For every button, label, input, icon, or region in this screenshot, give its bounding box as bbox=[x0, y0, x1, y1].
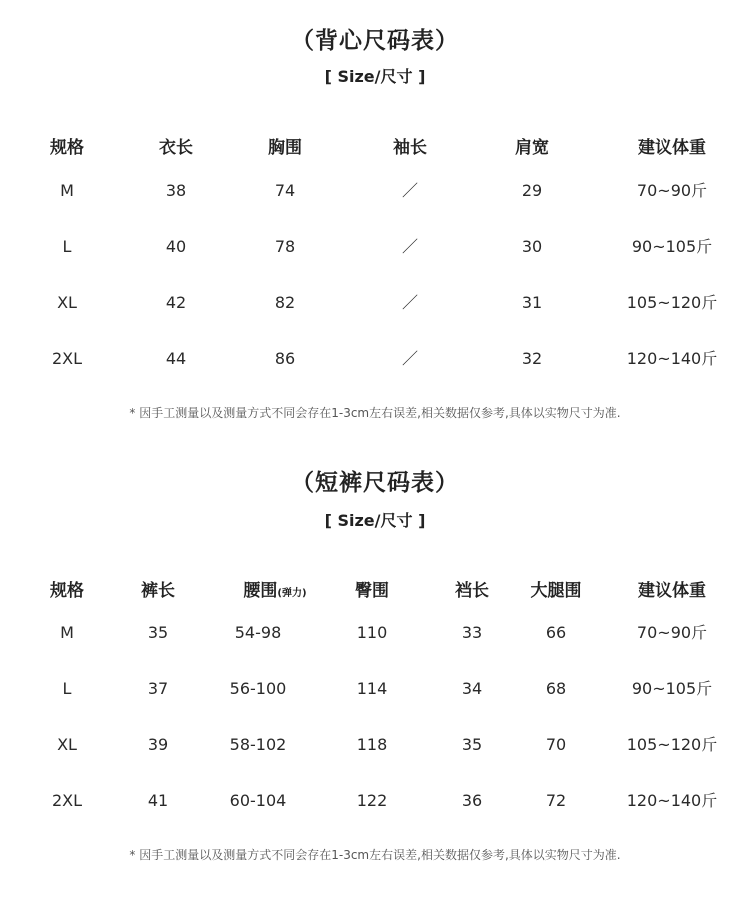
vest-subtitle: [ Size/尺寸 ] bbox=[324, 67, 426, 86]
shorts-cell-thigh: 68 bbox=[545, 679, 567, 698]
shorts-header-hip: 臀围 bbox=[355, 581, 389, 601]
shorts-cell-length: 35 bbox=[147, 623, 169, 642]
vest-cell-chest: 86 bbox=[274, 349, 296, 368]
shorts-header-row bbox=[0, 575, 750, 607]
shorts-header-length: 裤长 bbox=[141, 581, 175, 601]
vest-cell-chest: 82 bbox=[274, 293, 296, 312]
vest-cell-shoulder: 32 bbox=[521, 349, 543, 368]
shorts-cell-length: 39 bbox=[147, 735, 169, 754]
vest-title: （背心尺码表） bbox=[291, 28, 459, 54]
shorts-measurement-note: * 因手工测量以及测量方式不同会存在1-3cm左右误差,相关数据仅参考,具体以实物尺寸为准. bbox=[129, 848, 621, 862]
vest-cell-weight: 120~140斤 bbox=[626, 349, 718, 368]
shorts-cell-waist: 54-98 bbox=[234, 623, 282, 642]
vest-cell-shoulder: 31 bbox=[521, 293, 543, 312]
shorts-header-waist bbox=[243, 575, 306, 610]
shorts-cell-hip: 118 bbox=[356, 735, 388, 754]
vest-cell-length: 42 bbox=[165, 293, 187, 312]
shorts-cell-size: M bbox=[60, 623, 74, 642]
vest-header-length: 衣长 bbox=[159, 138, 193, 158]
vest-header-weight: 建议体重 bbox=[638, 138, 706, 158]
shorts-table-row bbox=[0, 785, 750, 817]
shorts-cell-length: 41 bbox=[147, 791, 169, 810]
vest-cell-weight: 90~105斤 bbox=[631, 237, 713, 256]
shorts-header-size: 规格 bbox=[50, 581, 84, 601]
shorts-cell-rise: 36 bbox=[461, 791, 483, 810]
vest-cell-size: 2XL bbox=[51, 349, 83, 368]
shorts-cell-hip: 122 bbox=[356, 791, 388, 810]
vest-cell-sleeve: ／ bbox=[401, 293, 419, 312]
shorts-title: （短裤尺码表） bbox=[291, 470, 459, 496]
vest-cell-chest: 74 bbox=[274, 181, 296, 200]
shorts-cell-waist: 60-104 bbox=[229, 791, 287, 810]
vest-cell-weight: 105~120斤 bbox=[626, 293, 718, 312]
shorts-header-waist-label: 腰围 bbox=[243, 581, 278, 601]
shorts-cell-hip: 114 bbox=[356, 679, 388, 698]
shorts-cell-length: 37 bbox=[147, 679, 169, 698]
vest-cell-size: M bbox=[60, 181, 74, 200]
vest-table-row bbox=[0, 175, 750, 207]
shorts-cell-rise: 35 bbox=[461, 735, 483, 754]
vest-cell-sleeve: ／ bbox=[401, 237, 419, 256]
shorts-cell-waist: 58-102 bbox=[229, 735, 287, 754]
vest-cell-size: XL bbox=[57, 293, 77, 312]
vest-cell-length: 44 bbox=[165, 349, 187, 368]
vest-cell-sleeve: ／ bbox=[401, 349, 419, 368]
vest-header-sleeve: 袖长 bbox=[393, 138, 427, 158]
shorts-table-row bbox=[0, 673, 750, 705]
shorts-cell-rise: 33 bbox=[461, 623, 483, 642]
vest-table-row bbox=[0, 343, 750, 375]
vest-cell-size: L bbox=[62, 237, 72, 256]
shorts-header-rise: 裆长 bbox=[455, 581, 489, 601]
vest-header-size: 规格 bbox=[50, 138, 84, 158]
vest-cell-length: 40 bbox=[165, 237, 187, 256]
vest-measurement-note: * 因手工测量以及测量方式不同会存在1-3cm左右误差,相关数据仅参考,具体以实物尺寸为准. bbox=[129, 406, 621, 420]
vest-header-shoulder: 肩宽 bbox=[515, 138, 549, 158]
shorts-cell-size: L bbox=[62, 679, 72, 698]
shorts-cell-weight: 105~120斤 bbox=[626, 735, 718, 754]
shorts-cell-thigh: 70 bbox=[545, 735, 567, 754]
shorts-table-row bbox=[0, 729, 750, 761]
vest-cell-weight: 70~90斤 bbox=[636, 181, 708, 200]
shorts-cell-waist: 56-100 bbox=[229, 679, 287, 698]
vest-cell-sleeve: ／ bbox=[401, 181, 419, 200]
shorts-header-weight: 建议体重 bbox=[638, 581, 706, 601]
vest-cell-length: 38 bbox=[165, 181, 187, 200]
shorts-cell-weight: 70~90斤 bbox=[636, 623, 708, 642]
shorts-cell-thigh: 72 bbox=[545, 791, 567, 810]
shorts-cell-rise: 34 bbox=[461, 679, 483, 698]
shorts-header-waist-note: (弹力) bbox=[277, 588, 307, 599]
shorts-cell-weight: 120~140斤 bbox=[626, 791, 718, 810]
vest-table-row bbox=[0, 231, 750, 263]
shorts-header-thigh: 大腿围 bbox=[530, 581, 582, 601]
shorts-cell-thigh: 66 bbox=[545, 623, 567, 642]
shorts-cell-size: XL bbox=[57, 735, 77, 754]
vest-cell-shoulder: 30 bbox=[521, 237, 543, 256]
vest-header-row bbox=[0, 132, 750, 164]
shorts-cell-hip: 110 bbox=[356, 623, 388, 642]
shorts-cell-size: 2XL bbox=[51, 791, 83, 810]
vest-table-row bbox=[0, 287, 750, 319]
vest-cell-chest: 78 bbox=[274, 237, 296, 256]
vest-cell-shoulder: 29 bbox=[521, 181, 543, 200]
shorts-cell-weight: 90~105斤 bbox=[631, 679, 713, 698]
vest-header-chest: 胸围 bbox=[268, 138, 302, 158]
shorts-subtitle: [ Size/尺寸 ] bbox=[324, 511, 426, 530]
shorts-table-row bbox=[0, 617, 750, 649]
